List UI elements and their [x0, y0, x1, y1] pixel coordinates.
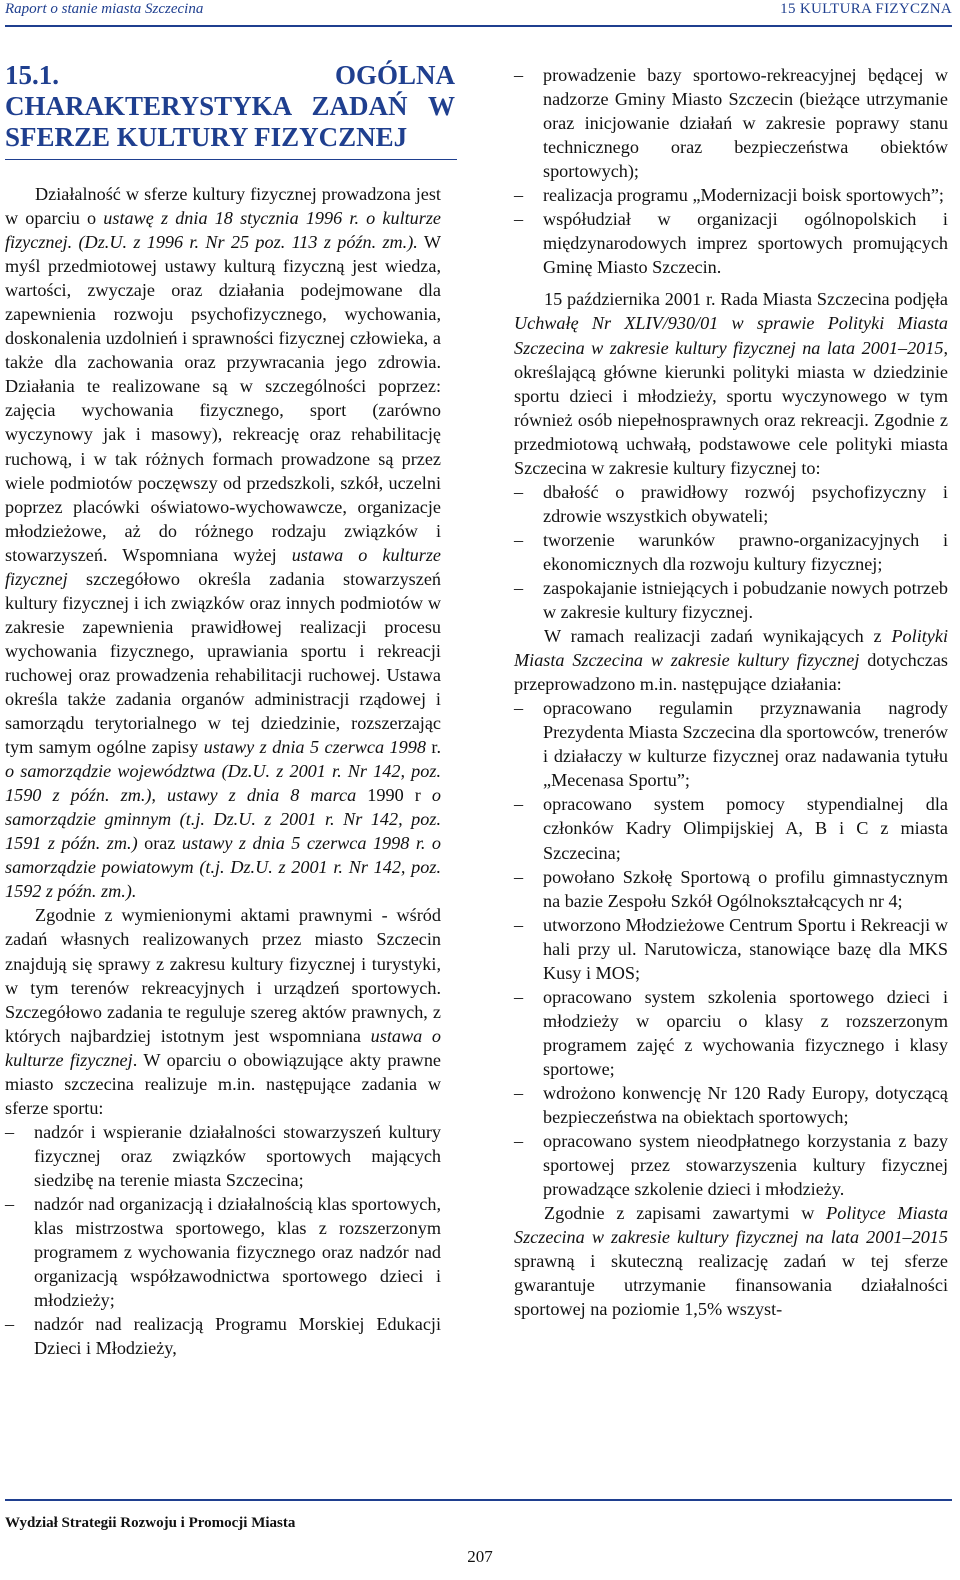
list-item-text: opracowano system nieodpłatnego korzystania z bazy sportowej przez stowarzyszenia kultury fizycznej prowadzące szkolenie dzieci i młodzieży. [543, 1131, 948, 1200]
list-item [514, 480, 948, 528]
list-item [514, 207, 948, 279]
list-item-text: opracowano regulamin przyznawania nagrody Prezydenta Miasta Szczecina dla sportowców, trenerów i działaczy w kulturze fizycznej oraz nadawania tytułu „Mecenasa Sportu”; [543, 698, 948, 791]
header-report-title: Raport o stanie miasta Szczecina [5, 1, 204, 17]
dash-bullet-icon: – [514, 986, 524, 1007]
text-run: dotychczas przeprowadzono m.in. następujące działania: [514, 650, 948, 695]
text-run: W myśl przedmiotowej ustawy kulturą fizyczną jest wiedza, wartości, zwyczaje oraz działania podejmowane dla zapewnienia rozwoju psychofizycznego, wychowania, doskonalenia uzdolnień i sprawności fizycznej człowieka, a także dla zachowania oraz przywracania jego zdrowia. Działania te realizowane są w szczególności poprzez: zajęcia wychowania fizycznego, sport (zarówno wyczynowy jak i masowy), rekreację oraz rehabilitację ruchową, i w tak różnych formach prowadzone są przez wiele podmiotów poczęwszy od przedszkoli, szkół, uczelni poprzez placówki oświatowo-wychowawcze, organizacje młodzieżowe, aż do różnego rodzaju związków i stowarzyszeń. Wspomniana wyżej [5, 232, 441, 565]
list-item-text: wdrożono konwencję Nr 120 Rady Europy, dotyczącą bezpieczeństwa na obiektach sportowych; [543, 1082, 948, 1128]
section-title: 15.1. OGÓLNA CHARAKTERYSTYKA ZADAŃ W SFERZE KULTURY FIZYCZNEJ [5, 60, 455, 152]
dash-bullet-icon: – [5, 1314, 15, 1335]
dash-bullet-icon: – [514, 185, 524, 206]
left-paragraph-2 [5, 903, 441, 1119]
dash-bullet-icon: – [514, 209, 524, 230]
list-item [514, 1129, 948, 1201]
left-paragraph-1 [5, 182, 441, 903]
dash-bullet-icon: – [514, 65, 524, 85]
italic-citation: ustawa o kulturze fizycznej [5, 1025, 442, 1070]
list-item-text: powołano Szkołę Sportową o profilu gimnastycznym na bazie Zespołu Szkół Ogólnokształcących nr 4; [543, 866, 948, 911]
italic-citation: ustawę z dnia 18 stycznia 1996 r. o kulturze fizycznej. (Dz.U. z 1996 r. Nr 25 poz. 113 z późn. zm.). [5, 208, 442, 253]
dash-bullet-icon: – [514, 698, 524, 719]
list-item [514, 792, 948, 864]
list-item-text: zaspokajanie istniejących i pobudzanie nowych potrzeb w zakresie kultury fizycznej. [543, 577, 948, 623]
right-task-list [514, 63, 948, 279]
header-chapter-title: 15 KULTURA FIZYCZNA [780, 1, 952, 17]
list-item [514, 913, 948, 985]
footer-department: Wydział Strategii Rozwoju i Promocji Miasta [5, 1515, 296, 1531]
italic-citation: ustawa o kulturze fizycznej [5, 544, 441, 589]
text-run: Zgodnie z zapisami zawartymi w [544, 1203, 827, 1224]
list-item [5, 1192, 441, 1312]
header-rule [5, 25, 952, 27]
italic-citation: Uchwałę Nr XLIV/930/01 w sprawie Polityki Miasta Szczecina w zakresie kultury fizycznej na lata 2001–2015 [514, 313, 948, 358]
list-item-text: prowadzenie bazy sportowo-rekreacyjnej będącej w nadzorze Gminy Miasto Szczecin (bieżące utrzymanie oraz inicjowanie działań w zakresie poprawy stanu technicznego oraz bezpieczeństwa obiektów sportowych); [543, 65, 948, 182]
left-task-list [5, 1120, 441, 1360]
italic-citation: o samorządzie gminnym (t.j. Dz.U. z 2001 r. Nr 142, poz. 1591 z późn. zm.) [5, 785, 441, 854]
list-item-text: tworzenie warunków prawno-organizacyjnych i ekonomicznych dla rozwoju kultury fizycznej; [543, 529, 948, 574]
policy-goals-list [514, 480, 948, 624]
text-run: r. [425, 737, 441, 758]
list-item-text: realizacja programu „Modernizacji boisk sportowych”; [543, 185, 944, 206]
list-item [514, 576, 948, 624]
page-number: 207 [467, 1547, 493, 1566]
text-run: sprawną i skuteczną realizację zadań w tej sferze gwarantuje utrzymanie finansowania działalności sportowej na poziomie 1,5% wszyst- [514, 1251, 948, 1320]
right-column [514, 63, 948, 1321]
text-run: 15 października 2001 r. Rada Miasta Szczecina podjęła [544, 289, 948, 310]
spacer [514, 279, 948, 287]
text-run: 1990 r [356, 785, 432, 806]
dash-bullet-icon: – [514, 1082, 524, 1103]
dash-bullet-icon: – [514, 914, 524, 935]
right-paragraph-3 [514, 1201, 948, 1321]
text-run: Zgodnie z wymienionymi aktami prawnymi - wśród zadań własnych realizowanych przez miasto Szczecin znajdują się sprawy z zakresu kultury fizycznej i turystyki, w tym terenów rekreacyjnych i urządzeń sportowych. Szczegółowo zadania te reguluje szereg aktów prawnych, z których najbardziej istotnym jest wspomniana [5, 905, 441, 1046]
text-run: W ramach realizacji zadań wynikających z [544, 626, 892, 647]
dash-bullet-icon: – [514, 481, 524, 502]
list-item [514, 865, 948, 913]
dash-bullet-icon: – [514, 529, 524, 550]
list-item [514, 63, 948, 183]
footer-rule [5, 1499, 952, 1501]
list-item-text: nadzór nad organizacją i działalnością klas sportowych, klas mistrzostwa sportowego, klas z rozszerzonym programem z wychowania fizycznego oraz nadzór nad organizacją współzawodnictwa sportowego dzieci i młodzieży; [34, 1193, 441, 1311]
list-item-text: współudział w organizacji ogólnopolskich i międzynarodowych imprez sportowych promujących Gminę Miasto Szczecin. [543, 209, 948, 278]
list-item [514, 183, 948, 207]
italic-citation: Polityki Miasta Szczecina w zakresie kultury fizycznej [514, 626, 948, 671]
list-item-text: nadzór i wspieranie działalności stowarzyszeń kultury fizycznej oraz związków sportowych mających siedzibę na terenie miasta Szczecina; [34, 1121, 441, 1190]
dash-bullet-icon: – [514, 794, 524, 815]
list-item [514, 985, 948, 1081]
dash-bullet-icon: – [514, 1131, 524, 1152]
list-item-text: nadzór nad realizacją Programu Morskiej Edukacji Dzieci i Młodzieży, [34, 1314, 441, 1359]
list-item-text: opracowano system pomocy stypendialnej dla członków Kadry Olimpijskiej A, B i C z miasta Szczecina; [543, 794, 948, 863]
page-header [5, 0, 952, 26]
text-run: , określającą główne kierunki polityki miasta w dziedzinie sportu dzieci i młodzieży, sportu wyczynowego w tym również osób niepełnosprawnych oraz rekreacji. Zgodnie z przedmiotową uchwałą, podstawowe cele polityki miasta Szczecina w zakresie kultury fizycznej to: [514, 337, 948, 478]
dash-bullet-icon: – [514, 577, 524, 598]
dash-bullet-icon: – [514, 866, 524, 887]
italic-citation: ustawy z dnia 5 czerwca 1998 [203, 737, 426, 758]
list-item [5, 1120, 441, 1192]
text-run: . W oparciu o obowiązujące akty prawne miasto szczecina realizuje m.in. następujące zadania w sferze sportu: [5, 1049, 441, 1118]
actions-list [514, 696, 948, 1201]
italic-citation: ustawy z dnia 5 czerwca 1998 r. o samorządzie powiatowym (t.j. Dz.U. z 2001 r. Nr 142, poz. 1592 z późn. zm.). [5, 833, 441, 902]
right-paragraph-1 [514, 287, 948, 479]
title-rule [5, 159, 457, 160]
italic-citation: o samorządzie województwa (Dz.U. z 2001 r. Nr 142, poz. 1590 z późn. zm.), ustawy z dnia 8 marca [5, 761, 441, 806]
list-item [5, 1312, 441, 1360]
list-item-text: opracowano system szkolenia sportowego dzieci i młodzieży w oparciu o klasy z rozszerzonym programem zajęć z wychowania fizycznego i klasy sportowe; [543, 986, 948, 1079]
list-item-text: utworzono Młodzieżowe Centrum Sportu i Rekreacji w hali przy ul. Narutowicza, stanowiące bazę dla MKS Kusy i MOS; [543, 914, 948, 983]
text-run: szczegółowo określa zadania stowarzyszeń kultury fizycznej i ich związków oraz innych podmiotów w zakresie zapewnienia prawidłowej realizacji procesu wychowania fizycznego, uprawiania sportu i rekreacji ruchowej oraz prowadzenia rehabilitacji ruchowej. Ustawa określa także zadania organów administracji rządowej i samorządu terytorialnego w tej dziedzinie, rozszerzając tym samym ogólne zapisy [5, 568, 441, 758]
dash-bullet-icon: – [5, 1193, 15, 1214]
text-run: Działalność w sferze kultury fizycznej prowadzona jest w oparciu o [5, 184, 441, 229]
list-item [514, 696, 948, 792]
dash-bullet-icon: – [5, 1121, 15, 1142]
right-paragraph-2 [514, 624, 948, 696]
list-item-text: dbałość o prawidłowy rozwój psychofizyczny i zdrowie wszystkich obywateli; [543, 481, 948, 526]
italic-citation: Polityce Miasta Szczecina w zakresie kultury fizycznej na lata 2001–2015 [514, 1203, 948, 1248]
list-item [514, 528, 948, 576]
list-item [514, 1081, 948, 1129]
left-column [5, 60, 455, 1360]
text-run: oraz [137, 833, 182, 854]
